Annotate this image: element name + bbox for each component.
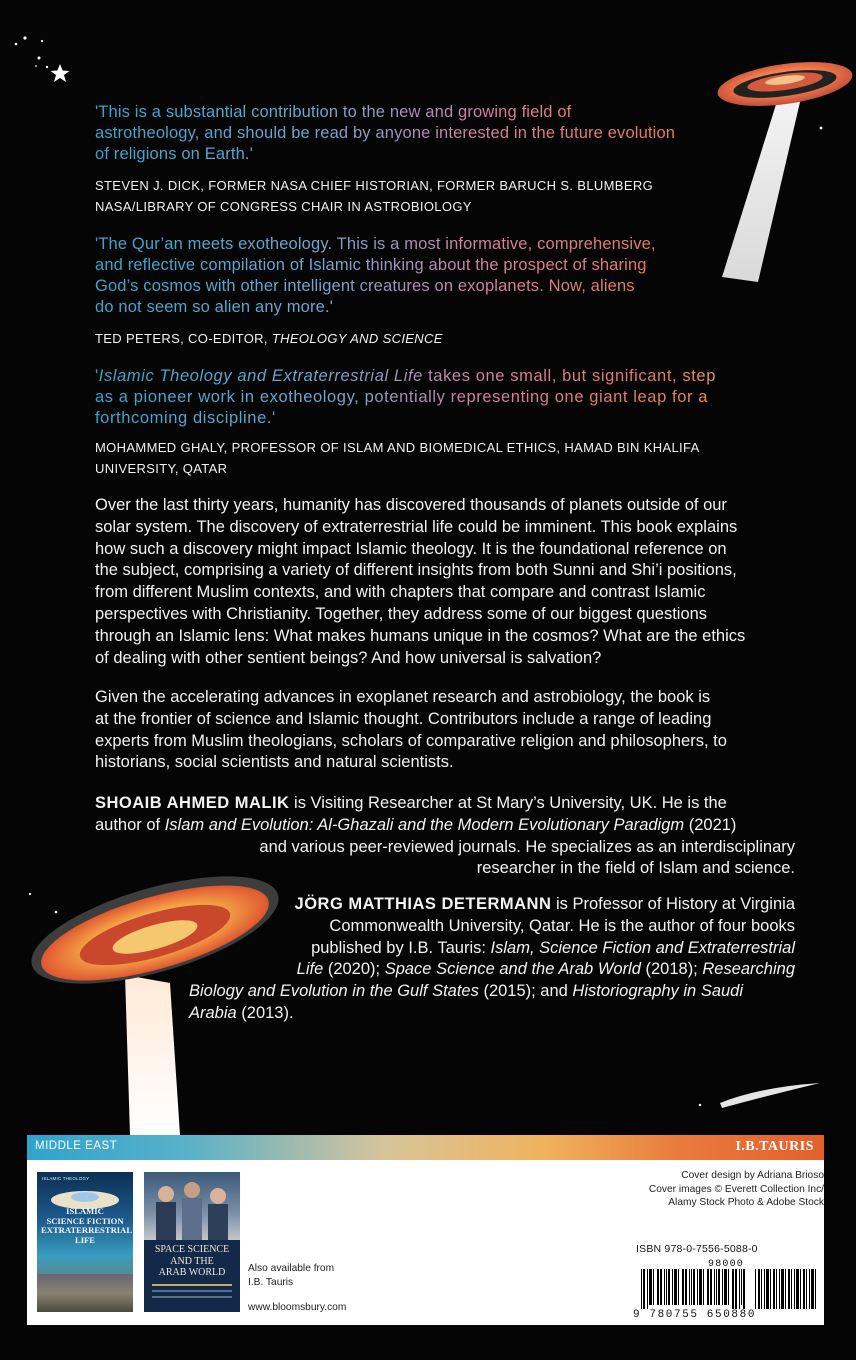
cover-credits (649, 1169, 824, 1210)
barcode-bar (714, 1269, 715, 1305)
text-line: from different Muslim contexts, and with chapters that compare and contrast Islamic (95, 583, 706, 602)
quote-2-line: God’s cosmos with other intelligent creatures on exoplanets. Now, aliens (95, 276, 807, 297)
related-book-cover-1[interactable] (37, 1172, 133, 1312)
text-line: of dealing with other sentient beings? And how universal is salvation? (95, 648, 602, 667)
barcode-bar (806, 1269, 807, 1309)
barcode-bar (697, 1269, 698, 1305)
light-beam (125, 975, 180, 1135)
quote-2-line: and reflective compilation of Islamic thinking about the prospect of sharing (95, 255, 807, 276)
barcode-bar (678, 1269, 679, 1305)
bio-text: author of (95, 815, 165, 834)
star (699, 1104, 701, 1106)
credit-line: Cover design by Adriana Brioso (681, 1170, 824, 1181)
astronauts-photo-icon (144, 1172, 240, 1240)
barcode-bar (796, 1269, 799, 1309)
barcode-bar (770, 1269, 771, 1309)
book-title: Historiography in Saudi (572, 982, 744, 1001)
bio-line (180, 894, 795, 916)
book-title-line: EXTRATERRESTRIAL (41, 1225, 133, 1236)
barcode-digits: 9 780755 650880 (633, 1309, 757, 1319)
barcode-bar (718, 1269, 720, 1305)
book-title: Arabia (189, 1003, 237, 1022)
barcode-bar (764, 1269, 765, 1309)
quote-1 (95, 102, 807, 165)
book-title: Life (296, 960, 324, 979)
barcode-bar (785, 1269, 786, 1309)
text-line: experts from Muslim theologians, scholars of comparative religion and philosophers, to (95, 731, 727, 750)
author-bio-1 (95, 793, 795, 880)
text-line: at the frontier of science and Islamic thought. Contributors include a range of leading (95, 709, 712, 728)
quoted-book-title: Islamic Theology and Extraterrestrial Life (98, 367, 423, 385)
barcode-bar (773, 1269, 775, 1309)
barcode-bar (660, 1269, 662, 1305)
attribution-line: UNIVERSITY, QATAR (95, 461, 228, 476)
quote-1-line: 'This is a substantial contribution to the new and growing field of (95, 102, 807, 123)
star (41, 40, 43, 42)
barcode-bar (657, 1269, 659, 1305)
bio-line (95, 815, 795, 837)
barcode-bar (811, 1269, 814, 1309)
bio-text: (2021) (684, 815, 737, 834)
description-paragraph-2 (95, 687, 795, 774)
barcode-bar (716, 1269, 717, 1305)
barcode-bar (672, 1269, 673, 1305)
quote-1-attribution (95, 175, 807, 217)
barcode-bar (707, 1269, 709, 1305)
star (35, 65, 37, 67)
text-line: how such a discovery might impact Islamic theology. It is the foundational reference on (95, 539, 727, 558)
author-name: SHOAIB AHMED MALIK (95, 794, 290, 812)
barcode-bar (649, 1269, 652, 1305)
barcode-bar (643, 1269, 645, 1309)
divider (152, 1290, 232, 1292)
book-title-block (41, 1206, 133, 1245)
barcode-bar (668, 1269, 670, 1305)
star (15, 43, 18, 46)
quote-2 (95, 234, 807, 318)
also-available (248, 1262, 334, 1290)
barcode-bar (735, 1269, 737, 1309)
barcode-bar (739, 1269, 740, 1309)
barcode-bar (685, 1269, 687, 1305)
publisher-logo: I.B.TAURIS (735, 1139, 814, 1154)
category-band (27, 1135, 824, 1160)
barcode-bar (791, 1269, 792, 1309)
book-title: Researching (702, 960, 795, 979)
barcode-bar (724, 1269, 727, 1305)
text-line: historians, social scientists and natural scientists. (95, 753, 454, 772)
bio-line (189, 981, 795, 1003)
open-quote: ' (95, 367, 99, 385)
bio-text: (2013). (236, 1003, 294, 1022)
quote-1-line: of religions on Earth.' (95, 144, 807, 165)
barcode-bar (758, 1269, 760, 1309)
barcode-bar (741, 1269, 742, 1305)
related-book-cover-2[interactable] (144, 1172, 240, 1312)
book-title: Islam, Science Fiction and Extraterrestrial (490, 938, 795, 957)
bio-line: and various peer-reviewed journals. He specializes as an interdisciplinary (259, 837, 795, 856)
bio-line: Commonwealth University, Qatar. He is the author of four books (329, 916, 795, 935)
barcode-addon-bars (755, 1269, 816, 1309)
book-title: Biology and Evolution in the Gulf States (189, 982, 479, 1001)
isbn-label: ISBN 978-0-7556-5088-0 (636, 1243, 758, 1255)
attribution-line: MOHAMMED GHALY, PROFESSOR OF ISLAM AND BIOMEDICAL ETHICS, HAMAD BIN KHALIFA (95, 440, 700, 455)
credit-line: Cover images © Everett Collection Inc/ (648, 1183, 824, 1195)
author-bio-2 (180, 894, 795, 1025)
book-series-label: ISLAMIC THEOLOGY (42, 1176, 90, 1181)
barcode-bar (815, 1269, 816, 1309)
quote-3-line: forthcoming discipline.' (95, 408, 807, 429)
divider (152, 1296, 232, 1298)
barcode-bar (664, 1269, 665, 1305)
author-name: JÖRG MATTHIAS DETERMANN (294, 895, 552, 913)
barcode-bar (776, 1269, 777, 1309)
bio-text: is Visiting Researcher at St Mary’s University, UK. He is the (289, 794, 727, 812)
quote-1-line: astrotheology, and should be read by anyone interested in the future evolution (95, 123, 807, 144)
attribution-line: STEVEN J. DICK, FORMER NASA CHIEF HISTORIAN, FORMER BARUCH S. BLUMBERG (95, 178, 654, 193)
quote-3 (95, 366, 807, 429)
bio-text: (2015); and (478, 982, 573, 1001)
quote-2-line: do not seem so alien any more.' (95, 297, 807, 318)
book-title-line: ISLAMIC (66, 1206, 104, 1216)
barcode-bar (722, 1269, 723, 1305)
barcode-bar (682, 1269, 684, 1305)
barcode-bar (755, 1269, 756, 1309)
bio-text: (2018); (640, 960, 703, 979)
book-title: Space Science and the Arab World (384, 960, 641, 979)
text-line: through an Islamic lens: What makes humans unique in the cosmos? What are the ethics (95, 626, 746, 645)
comet-illustration (710, 1075, 830, 1115)
bio-line (180, 938, 795, 960)
book-title-line: SCIENCE FICTION (46, 1215, 124, 1226)
barcode-bar (766, 1269, 769, 1309)
book-title-line: ARAB WORLD (158, 1267, 226, 1278)
barcode-bar (788, 1269, 790, 1309)
barcode-bar (647, 1269, 648, 1309)
isbn-barcode (633, 1257, 821, 1319)
bio-line (189, 1003, 795, 1025)
book-title-block (144, 1244, 240, 1279)
quote-3-line: as a pioneer work in exotheology, potentially representing one giant leap for a (95, 387, 807, 408)
book-title-line: LIFE (74, 1234, 96, 1245)
book-title-line: AND THE (170, 1255, 214, 1267)
bio-text: published by I.B. Tauris: (311, 938, 491, 957)
barcode-bar (641, 1269, 642, 1309)
description-paragraph-1 (95, 495, 795, 669)
quote-2-line: 'The Qur’an meets exotheology. This is a most informative, comprehensive, (95, 234, 807, 255)
barcode-bar (693, 1269, 695, 1305)
category-label: MIDDLE EAST (35, 1140, 118, 1152)
barcode-bar (779, 1269, 780, 1309)
credit-line: Alamy Stock Photo & Adobe Stock (668, 1197, 824, 1208)
book-cover-photo (144, 1172, 240, 1240)
bio-line: researcher in the field of Islam and science. (476, 859, 795, 878)
bio-text: is Professor of History at Virginia (551, 895, 795, 913)
text-line: solar system. The discovery of extraterrestrial life could be imminent. This book explains (95, 517, 738, 536)
also-available-line: I.B. Tauris (248, 1276, 294, 1288)
barcode-bar (710, 1269, 712, 1305)
barcode-bar (800, 1269, 801, 1309)
attribution-line: NASA/LIBRARY OF CONGRESS CHAIR IN ASTROBIOLOGY (95, 199, 472, 214)
barcode-bar (781, 1269, 784, 1309)
text-line: Over the last thirty years, humanity has discovered thousands of planets outside of our (95, 496, 727, 514)
barcode-bar (666, 1269, 667, 1305)
barcode-bar (691, 1269, 692, 1305)
barcode-bar (732, 1269, 734, 1309)
bio-line (180, 959, 795, 981)
star-shape-icon (51, 64, 70, 82)
text-line: the subject, comprising a variety of different insights from both Sunni and Shi’i positions, (95, 561, 737, 580)
also-available-line: Also available from (248, 1263, 335, 1274)
bio-text: (2020); (323, 960, 385, 979)
barcode-bar (761, 1269, 762, 1309)
publisher-website-link[interactable]: www.bloomsbury.com (248, 1302, 347, 1313)
text-line: perspectives with Christianity. Together, they address some of our biggest questions (95, 604, 708, 623)
attribution-publication: THEOLOGY AND SCIENCE (271, 331, 443, 346)
barcode-bar (703, 1269, 704, 1305)
text-line: Given the accelerating advances in exoplanet research and astrobiology, the book is (95, 688, 711, 706)
barcode-bar (674, 1269, 677, 1305)
divider (152, 1284, 232, 1286)
barcode-bar (803, 1269, 805, 1309)
barcode-bars (641, 1269, 745, 1309)
book-title: Islam and Evolution: Al-Ghazali and the Modern Evolutionary Paradigm (164, 815, 685, 834)
barcode-addon-digits: 98000 (708, 1259, 745, 1270)
barcode-bar (809, 1269, 810, 1309)
star (23, 36, 26, 39)
bio-line (95, 793, 795, 815)
star (46, 66, 48, 68)
barcode-bar (653, 1269, 654, 1305)
quote-2-attribution (95, 328, 807, 349)
barcode-bar (728, 1269, 729, 1305)
barcode-bar (743, 1269, 745, 1309)
quote-3-attribution (95, 437, 807, 479)
barcode-bar (794, 1269, 795, 1309)
quote-text: takes one small, but significant, step (422, 367, 716, 385)
book-title-line: SPACE SCIENCE (154, 1244, 230, 1255)
attribution-text: TED PETERS, CO-EDITOR, (95, 331, 272, 346)
comet-tail (720, 1083, 820, 1108)
barcode-bar (699, 1269, 702, 1305)
star (38, 57, 41, 60)
quote-3-line (95, 366, 807, 387)
barcode-bar (689, 1269, 690, 1305)
book-cover-art (37, 1274, 133, 1312)
